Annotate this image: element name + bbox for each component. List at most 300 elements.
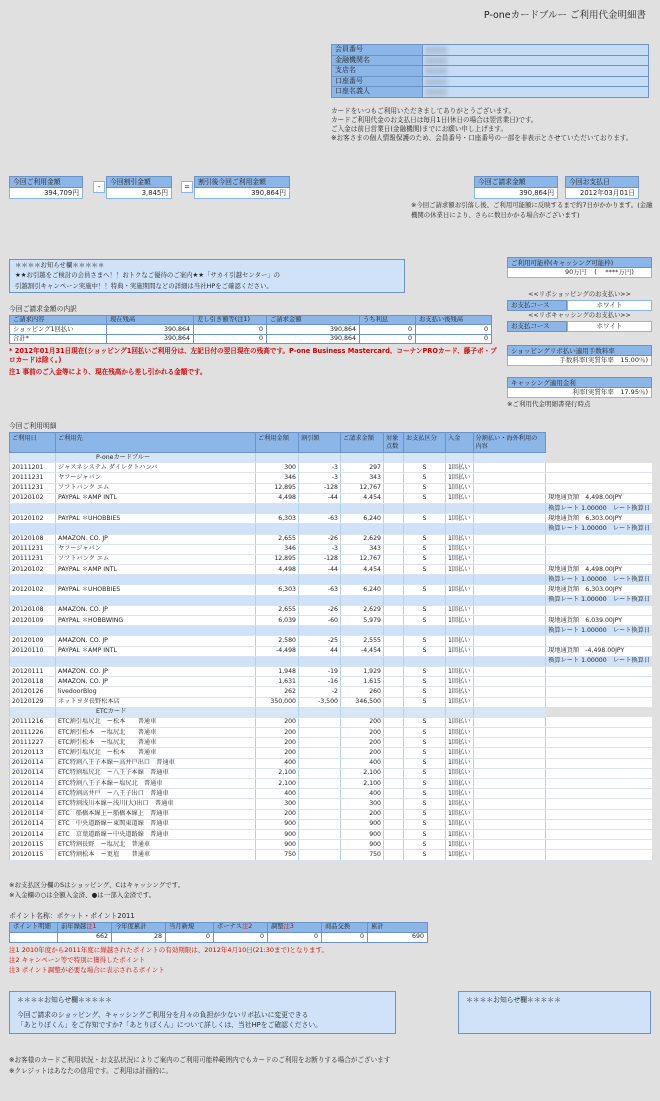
detail-plan: 1回払い xyxy=(446,565,474,575)
detail-date: 20120109 xyxy=(10,616,56,626)
detail-points xyxy=(384,677,404,687)
detail-kind: S xyxy=(404,677,446,687)
detail-foreign xyxy=(546,534,652,544)
detail-deposit xyxy=(473,534,546,544)
detail-date xyxy=(10,595,56,605)
points-value-row xyxy=(10,933,428,943)
detail-cell xyxy=(10,707,56,717)
detail-merchant: ジャスネシステム ダイレクトハンバ xyxy=(56,463,256,473)
revo-cashing-caption: <<リボキャッシングのお支払い>> xyxy=(528,312,631,319)
detail-row xyxy=(10,483,653,493)
detail-plan: 1回払い xyxy=(446,697,474,707)
detail-cell xyxy=(10,453,56,463)
detail-cell xyxy=(256,453,299,463)
detail-row xyxy=(10,840,653,850)
intro-note-line: カードご利用代金のお支払日は毎月1日(休日の場合は翌営業日)です。 xyxy=(331,116,538,125)
detail-billed: 2,629 xyxy=(341,605,384,615)
detail-billed: 200 xyxy=(341,738,384,748)
detail-foreign: 現地通貨額 6,303.00JPY xyxy=(546,585,652,595)
detail-amount: 750 xyxy=(256,850,299,860)
detail-foreign xyxy=(546,829,652,839)
detail-billed: 343 xyxy=(341,544,384,554)
detail-date: 20120102 xyxy=(10,514,56,524)
intro-note-line: ※お客さまの個人情報保護のため、会員番号・口座番号の一部を非表示とさせていただいております。 xyxy=(331,134,633,143)
detail-merchant: AMAZON. CO. JP xyxy=(56,677,256,687)
detail-deposit xyxy=(473,616,546,626)
detail-merchant: ETC割引塩尻北 ー松本 普通車 xyxy=(56,748,256,758)
points-value: 690 xyxy=(368,933,428,943)
detail-date xyxy=(10,503,56,513)
detail-discount: -25 xyxy=(299,636,341,646)
breakdown-cell: 0 xyxy=(194,325,267,334)
detail-amount xyxy=(256,626,299,636)
detail-discount: -60 xyxy=(299,616,341,626)
detail-deposit xyxy=(473,728,546,738)
detail-points xyxy=(384,646,404,656)
detail-points xyxy=(384,605,404,615)
breakdown-cell: 390,864 xyxy=(267,325,360,334)
detail-deposit xyxy=(473,483,546,493)
revo-shopping-course xyxy=(507,300,652,311)
detail-date: 20111227 xyxy=(10,738,56,748)
detail-deposit xyxy=(473,514,546,524)
detail-kind: S xyxy=(404,636,446,646)
detail-discount xyxy=(299,768,341,778)
detail-foreign xyxy=(546,748,652,758)
breakdown-table xyxy=(9,315,492,344)
detail-billed xyxy=(341,503,384,513)
detail-billed: 2,100 xyxy=(341,768,384,778)
revo-shopping-caption: <<リボショッピングのお支払い>> xyxy=(528,291,631,298)
detail-plan: 1回払い xyxy=(446,616,474,626)
detail-row xyxy=(10,585,653,595)
detail-header: お支払区分 xyxy=(404,433,446,453)
detail-deposit xyxy=(473,829,546,839)
account-label: 金融機関名 xyxy=(332,55,423,66)
detail-row xyxy=(10,575,653,585)
points-header-note: 注3 xyxy=(283,923,294,931)
billing-amount-label: 今回ご請求金額 xyxy=(474,176,558,188)
points-header-label: ポイント明細 xyxy=(13,923,51,931)
detail-plan: 1回払い xyxy=(446,677,474,687)
detail-billed xyxy=(341,626,384,636)
course-value: ホワイト xyxy=(567,321,652,332)
detail-cell xyxy=(404,707,446,717)
breakdown-total-cell: 0 xyxy=(416,334,492,343)
points-header xyxy=(322,923,368,933)
points-value: 662 xyxy=(58,933,112,943)
detail-amount: -4,498 xyxy=(256,646,299,656)
detail-foreign xyxy=(546,687,652,697)
detail-deposit xyxy=(473,697,546,707)
detail-merchant: ETC特割松本 ー更埴 普通車 xyxy=(56,850,256,860)
detail-plan: 1回払い xyxy=(446,840,474,850)
detail-foreign xyxy=(546,779,652,789)
payment-date-value: 2012年03月01日 xyxy=(565,188,639,199)
detail-discount: -3,500 xyxy=(299,697,341,707)
detail-merchant: PAYPAL ＊AMP INTL xyxy=(56,646,256,656)
detail-amount xyxy=(256,595,299,605)
detail-billed: 200 xyxy=(341,717,384,727)
detail-row xyxy=(10,728,653,738)
detail-amount: 2,100 xyxy=(256,779,299,789)
points-header xyxy=(112,923,166,933)
usage-amount-box xyxy=(9,176,83,199)
detail-amount: 1,948 xyxy=(256,666,299,676)
detail-date: 20120114 xyxy=(10,758,56,768)
detail-billed: 2,100 xyxy=(341,779,384,789)
detail-plan: 1回払い xyxy=(446,636,474,646)
detail-points xyxy=(384,483,404,493)
detail-header: ご利用日 xyxy=(10,433,56,453)
breakdown-total-cell: 0 xyxy=(360,334,416,343)
detail-amount: 12,895 xyxy=(256,554,299,564)
detail-discount xyxy=(299,789,341,799)
detail-discount xyxy=(299,503,341,513)
detail-date: 20111231 xyxy=(10,554,56,564)
detail-foreign xyxy=(546,544,652,554)
masked-value xyxy=(425,88,447,96)
detail-billed: 1,615 xyxy=(341,677,384,687)
detail-kind: S xyxy=(404,585,446,595)
billing-amount-value: 390,864円 xyxy=(474,188,558,199)
detail-kind: S xyxy=(404,565,446,575)
detail-foreign xyxy=(546,717,652,727)
detail-amount: 2,655 xyxy=(256,605,299,615)
detail-points xyxy=(384,809,404,819)
breakdown-total-cell: 390,864 xyxy=(267,334,360,343)
detail-billed: 12,767 xyxy=(341,554,384,564)
detail-row xyxy=(10,595,653,605)
detail-billed: 12,767 xyxy=(341,483,384,493)
detail-section-title: P-oneカードブルー xyxy=(56,453,256,463)
detail-date: 20111231 xyxy=(10,473,56,483)
detail-foreign xyxy=(546,483,652,493)
cashing-rate-box xyxy=(507,377,652,398)
revo-fee-value: 手数料率(実質年率 15.00％) xyxy=(507,356,652,366)
detail-billed: 750 xyxy=(341,850,384,860)
detail-deposit xyxy=(473,799,546,809)
detail-points xyxy=(384,697,404,707)
breakdown-header: ご請求内容 xyxy=(10,316,107,325)
detail-points xyxy=(384,534,404,544)
detail-date: 20120102 xyxy=(10,585,56,595)
detail-row xyxy=(10,605,653,615)
detail-foreign xyxy=(546,789,652,799)
detail-points xyxy=(384,514,404,524)
after-discount-box xyxy=(194,176,290,199)
detail-discount xyxy=(299,799,341,809)
detail-plan: 1回払い xyxy=(446,728,474,738)
detail-cell xyxy=(404,453,446,463)
detail-foreign xyxy=(546,738,652,748)
detail-points xyxy=(384,748,404,758)
detail-date: 20120109 xyxy=(10,636,56,646)
notice-line: 「あとりぼくん」をご存知ですか?「あとりぼくん」について詳しくは、当社HPをご確認ください。 xyxy=(17,1021,322,1030)
minus-sign: - xyxy=(93,181,105,193)
detail-discount xyxy=(299,850,341,860)
breakdown-row xyxy=(10,325,492,334)
detail-row xyxy=(10,829,653,839)
footer-note-1: ※お客様のカードご利用状況・お支払状況によりご案内のご利用可能枠範囲内でもカードのご利用をお断りする場合がございます xyxy=(9,1056,391,1064)
detail-discount xyxy=(299,717,341,727)
points-value: 28 xyxy=(112,933,166,943)
detail-merchant xyxy=(56,595,256,605)
detail-kind: S xyxy=(404,544,446,554)
detail-discount xyxy=(299,738,341,748)
points-value: 0 xyxy=(166,933,214,943)
detail-deposit xyxy=(473,585,546,595)
detail-foreign xyxy=(546,840,652,850)
account-value-masked xyxy=(423,55,649,66)
detail-kind: S xyxy=(404,717,446,727)
detail-billed: 1,929 xyxy=(341,666,384,676)
breakdown-cell: ショッピング1回払い xyxy=(10,325,107,334)
detail-date: 20120114 xyxy=(10,819,56,829)
detail-row xyxy=(10,738,653,748)
revo-cashing-course xyxy=(507,321,652,332)
points-caption: ポイント名称：ポケット・ポイント2011 xyxy=(9,912,135,920)
detail-header: 入金 xyxy=(446,433,474,453)
detail-deposit xyxy=(473,595,546,605)
detail-table xyxy=(9,432,652,861)
detail-cell xyxy=(384,453,404,463)
detail-amount: 200 xyxy=(256,748,299,758)
detail-cell xyxy=(446,453,474,463)
notice-panel-1 xyxy=(9,259,405,293)
detail-date xyxy=(10,524,56,534)
detail-points xyxy=(384,493,404,503)
detail-points xyxy=(384,819,404,829)
detail-billed: 4,454 xyxy=(341,565,384,575)
detail-kind: S xyxy=(404,768,446,778)
detail-points xyxy=(384,850,404,860)
detail-amount: 4,498 xyxy=(256,565,299,575)
detail-row xyxy=(10,514,653,524)
account-row xyxy=(332,66,649,77)
detail-deposit xyxy=(473,656,546,666)
detail-billed: 900 xyxy=(341,840,384,850)
detail-points xyxy=(384,616,404,626)
detail-deposit xyxy=(473,503,546,513)
detail-kind: S xyxy=(404,728,446,738)
detail-date: 20120118 xyxy=(10,677,56,687)
detail-row xyxy=(10,850,653,860)
after-discount-value: 390,864円 xyxy=(194,188,290,199)
detail-foreign xyxy=(546,799,652,809)
detail-discount: -128 xyxy=(299,483,341,493)
detail-discount xyxy=(299,840,341,850)
detail-row xyxy=(10,748,653,758)
detail-discount: -16 xyxy=(299,677,341,687)
detail-discount xyxy=(299,779,341,789)
detail-points xyxy=(384,503,404,513)
detail-deposit xyxy=(473,789,546,799)
detail-kind: S xyxy=(404,758,446,768)
notice-title: ＊＊＊＊お知らせ欄＊＊＊＊＊ xyxy=(17,996,112,1004)
detail-plan: 1回払い xyxy=(446,493,474,503)
detail-discount: -44 xyxy=(299,493,341,503)
detail-points xyxy=(384,636,404,646)
detail-deposit xyxy=(473,768,546,778)
detail-date: 20120114 xyxy=(10,768,56,778)
detail-discount xyxy=(299,728,341,738)
detail-foreign: 現地通貨額 -4,498.00JPY xyxy=(546,646,652,656)
detail-billed: 400 xyxy=(341,758,384,768)
detail-amount: 400 xyxy=(256,758,299,768)
detail-date: 20111201 xyxy=(10,463,56,473)
detail-date: 20120108 xyxy=(10,605,56,615)
detail-points xyxy=(384,554,404,564)
detail-kind xyxy=(404,595,446,605)
points-header-label: ボーナス xyxy=(217,923,242,931)
detail-plan: 1回払い xyxy=(446,799,474,809)
detail-date: 20120102 xyxy=(10,565,56,575)
detail-merchant: ETC特割八王子本線ー塩尻北 普通車 xyxy=(56,779,256,789)
detail-merchant xyxy=(56,524,256,534)
detail-cell xyxy=(256,707,299,717)
detail-discount: -44 xyxy=(299,565,341,575)
detail-row xyxy=(10,656,653,666)
revo-fee-label: ショッピングリボ払い適用手数料率 xyxy=(507,345,652,356)
notice-title: ＊＊＊＊お知らせ欄＊＊＊＊＊ xyxy=(15,261,105,269)
detail-merchant: ETC特割浅川本線ー浅川(大)出口 普通車 xyxy=(56,799,256,809)
breakdown-cell: 0 xyxy=(416,325,492,334)
detail-merchant: ETC 京葉道路線ー中央道路線 普通車 xyxy=(56,829,256,839)
course-label: お支払コース xyxy=(507,321,567,332)
account-value-masked xyxy=(423,76,649,87)
detail-header: ご利用金額 xyxy=(256,433,299,453)
account-label: 口座番号 xyxy=(332,76,423,87)
detail-deposit xyxy=(473,779,546,789)
detail-header: 割引額 xyxy=(299,433,341,453)
billing-note: ※今回ご請求額お引落し後、ご利用可能額に反映するまで約7日がかかります。(金融機関の休業日により、さらに数日かかる場合がございます) xyxy=(411,201,653,219)
detail-discount: -26 xyxy=(299,534,341,544)
detail-merchant: ETC 船橋本線上ー船橋本線上 普通車 xyxy=(56,809,256,819)
detail-billed: 4,454 xyxy=(341,493,384,503)
detail-points xyxy=(384,799,404,809)
detail-kind: S xyxy=(404,779,446,789)
account-value-masked xyxy=(423,45,649,56)
detail-foreign: 換算レート 1.00000 レート換算日 xyxy=(546,595,652,605)
detail-foreign: 現地通貨額 6,039.00JPY xyxy=(546,616,652,626)
detail-kind: S xyxy=(404,554,446,564)
cashing-limit-value: ( ****万円) xyxy=(594,268,634,276)
detail-deposit xyxy=(473,666,546,676)
detail-deposit xyxy=(473,819,546,829)
detail-plan: 1回払い xyxy=(446,850,474,860)
points-header-label: 累計 xyxy=(371,923,384,931)
detail-kind: S xyxy=(404,514,446,524)
breakdown-note-2: 注1 事前のご入金等により、現在残高から差し引かれる金額です。 xyxy=(9,368,207,376)
detail-kind: S xyxy=(404,646,446,656)
notice-line: ★★お引越をご検討の会員さまへ！！おトクなご優待のご案内★★「サカイ引越センター」の xyxy=(15,271,281,280)
account-value-masked xyxy=(423,87,649,98)
detail-discount xyxy=(299,595,341,605)
detail-foreign: 換算レート 1.00000 レート換算日 xyxy=(546,656,652,666)
detail-date: 20111216 xyxy=(10,717,56,727)
detail-cell xyxy=(384,707,404,717)
detail-points xyxy=(384,656,404,666)
detail-plan: 1回払い xyxy=(446,514,474,524)
detail-plan: 1回払い xyxy=(446,829,474,839)
detail-kind: S xyxy=(404,789,446,799)
detail-amount: 6,303 xyxy=(256,514,299,524)
points-header xyxy=(10,923,58,933)
detail-amount xyxy=(256,524,299,534)
detail-deposit xyxy=(473,463,546,473)
detail-kind: S xyxy=(404,463,446,473)
detail-row xyxy=(10,544,653,554)
detail-points xyxy=(384,544,404,554)
masked-value xyxy=(425,67,447,75)
detail-points xyxy=(384,565,404,575)
detail-amount: 200 xyxy=(256,738,299,748)
masked-value xyxy=(425,46,447,54)
breakdown-total-cell: 合計* xyxy=(10,334,107,343)
account-table xyxy=(331,44,649,98)
detail-kind: S xyxy=(404,799,446,809)
detail-amount: 350,000 xyxy=(256,697,299,707)
detail-deposit xyxy=(473,758,546,768)
detail-kind xyxy=(404,656,446,666)
detail-billed xyxy=(341,656,384,666)
detail-kind: S xyxy=(404,850,446,860)
detail-billed: 2,555 xyxy=(341,636,384,646)
detail-row xyxy=(10,616,653,626)
detail-foreign xyxy=(546,768,652,778)
detail-deposit xyxy=(473,646,546,656)
detail-merchant: PAYPAL ＊AMP INTL xyxy=(56,493,256,503)
detail-section-title: ETCカード xyxy=(56,707,256,717)
detail-date: 20120110 xyxy=(10,646,56,656)
detail-discount xyxy=(299,748,341,758)
course-value: ホワイト xyxy=(567,300,652,311)
detail-amount: 346 xyxy=(256,473,299,483)
detail-amount: 200 xyxy=(256,809,299,819)
detail-merchant: AMAZON. CO. JP xyxy=(56,534,256,544)
detail-cell xyxy=(473,453,546,463)
detail-plan: 1回払い xyxy=(446,687,474,697)
detail-deposit xyxy=(473,524,546,534)
detail-discount xyxy=(299,829,341,839)
detail-merchant xyxy=(56,575,256,585)
detail-deposit xyxy=(473,809,546,819)
detail-header-row xyxy=(10,433,653,453)
detail-merchant: ネットヨタ長野松本店 xyxy=(56,697,256,707)
points-value: 0 xyxy=(322,933,368,943)
detail-foreign xyxy=(546,850,652,860)
breakdown-header: ご請求金額 xyxy=(267,316,360,325)
points-value xyxy=(10,933,58,943)
detail-foreign xyxy=(546,819,652,829)
breakdown-header-row xyxy=(10,316,492,325)
detail-row xyxy=(10,626,653,636)
points-header xyxy=(58,923,112,933)
detail-amount: 400 xyxy=(256,789,299,799)
points-header xyxy=(214,923,268,933)
detail-plan: 1回払い xyxy=(446,758,474,768)
detail-row xyxy=(10,717,653,727)
detail-kind xyxy=(404,524,446,534)
detail-date: 20120102 xyxy=(10,493,56,503)
discount-amount-label: 今回割引金額 xyxy=(106,176,172,188)
notice-line: 今回ご請求のショッピング、キャッシングご利用分を月々の負担が少ないリボ払いに変更できる xyxy=(17,1011,309,1020)
detail-merchant: ETC割引松本 ー塩尻北 普通車 xyxy=(56,728,256,738)
detail-deposit xyxy=(473,544,546,554)
detail-merchant: PAYPAL ＊UHOBBIES xyxy=(56,514,256,524)
detail-billed xyxy=(341,575,384,585)
